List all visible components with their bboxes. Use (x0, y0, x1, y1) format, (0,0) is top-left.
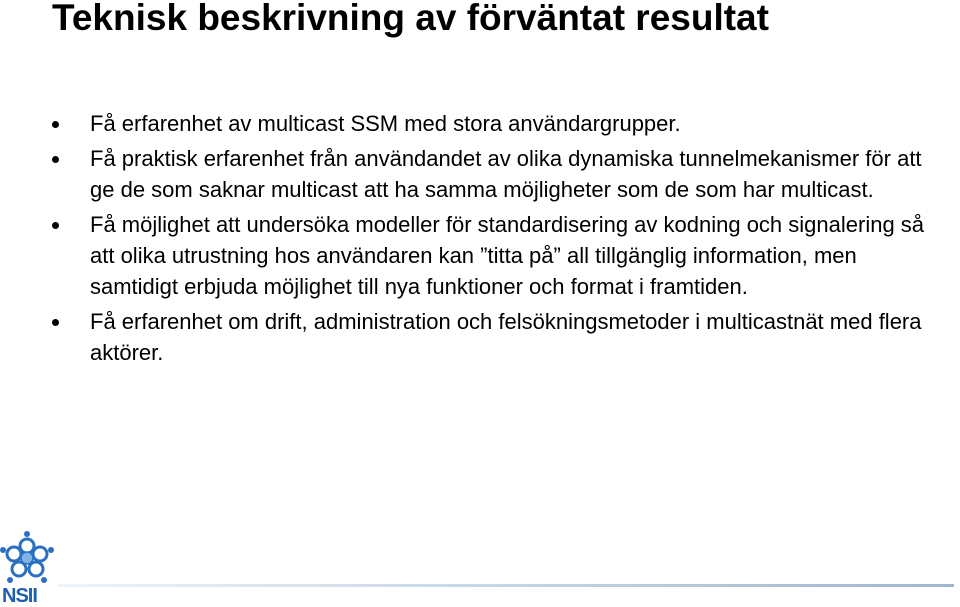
bullet-item (52, 143, 932, 205)
footer-divider (58, 584, 954, 587)
bullet-list (52, 108, 932, 372)
bullet-dot-icon (52, 156, 59, 163)
bullet-text: Få erfarenhet av multicast SSM med stora användargrupper. (90, 111, 681, 136)
logo-text: NSII (2, 585, 37, 607)
bullet-dot-icon (52, 121, 59, 128)
bullet-item (52, 209, 932, 302)
network-logo-icon (0, 528, 60, 588)
bullet-item (52, 108, 932, 139)
slide-title: Teknisk beskrivning av förväntat resultat (52, 0, 769, 38)
bullet-text: Få praktisk erfarenhet från användandet av olika dynamiska tunnelmekanismer för att ge de som saknar multicast att ha samma möjligheter som de som har multicast. (90, 146, 922, 202)
bullet-text: Få erfarenhet om drift, administration och felsökningsmetoder i multicastnät med flera aktörer. (90, 309, 922, 365)
bullet-dot-icon (52, 319, 59, 326)
bullet-text: Få möjlighet att undersöka modeller för standardisering av kodning och signalering så att olika utrustning hos användaren kan ”titta på” all tillgänglig information, men samtidigt erbjuda möjlighet till nya funktioner och format i framtiden. (90, 212, 925, 299)
bullet-item (52, 306, 932, 368)
bullet-dot-icon (52, 222, 59, 229)
nsii-logo (0, 528, 60, 607)
